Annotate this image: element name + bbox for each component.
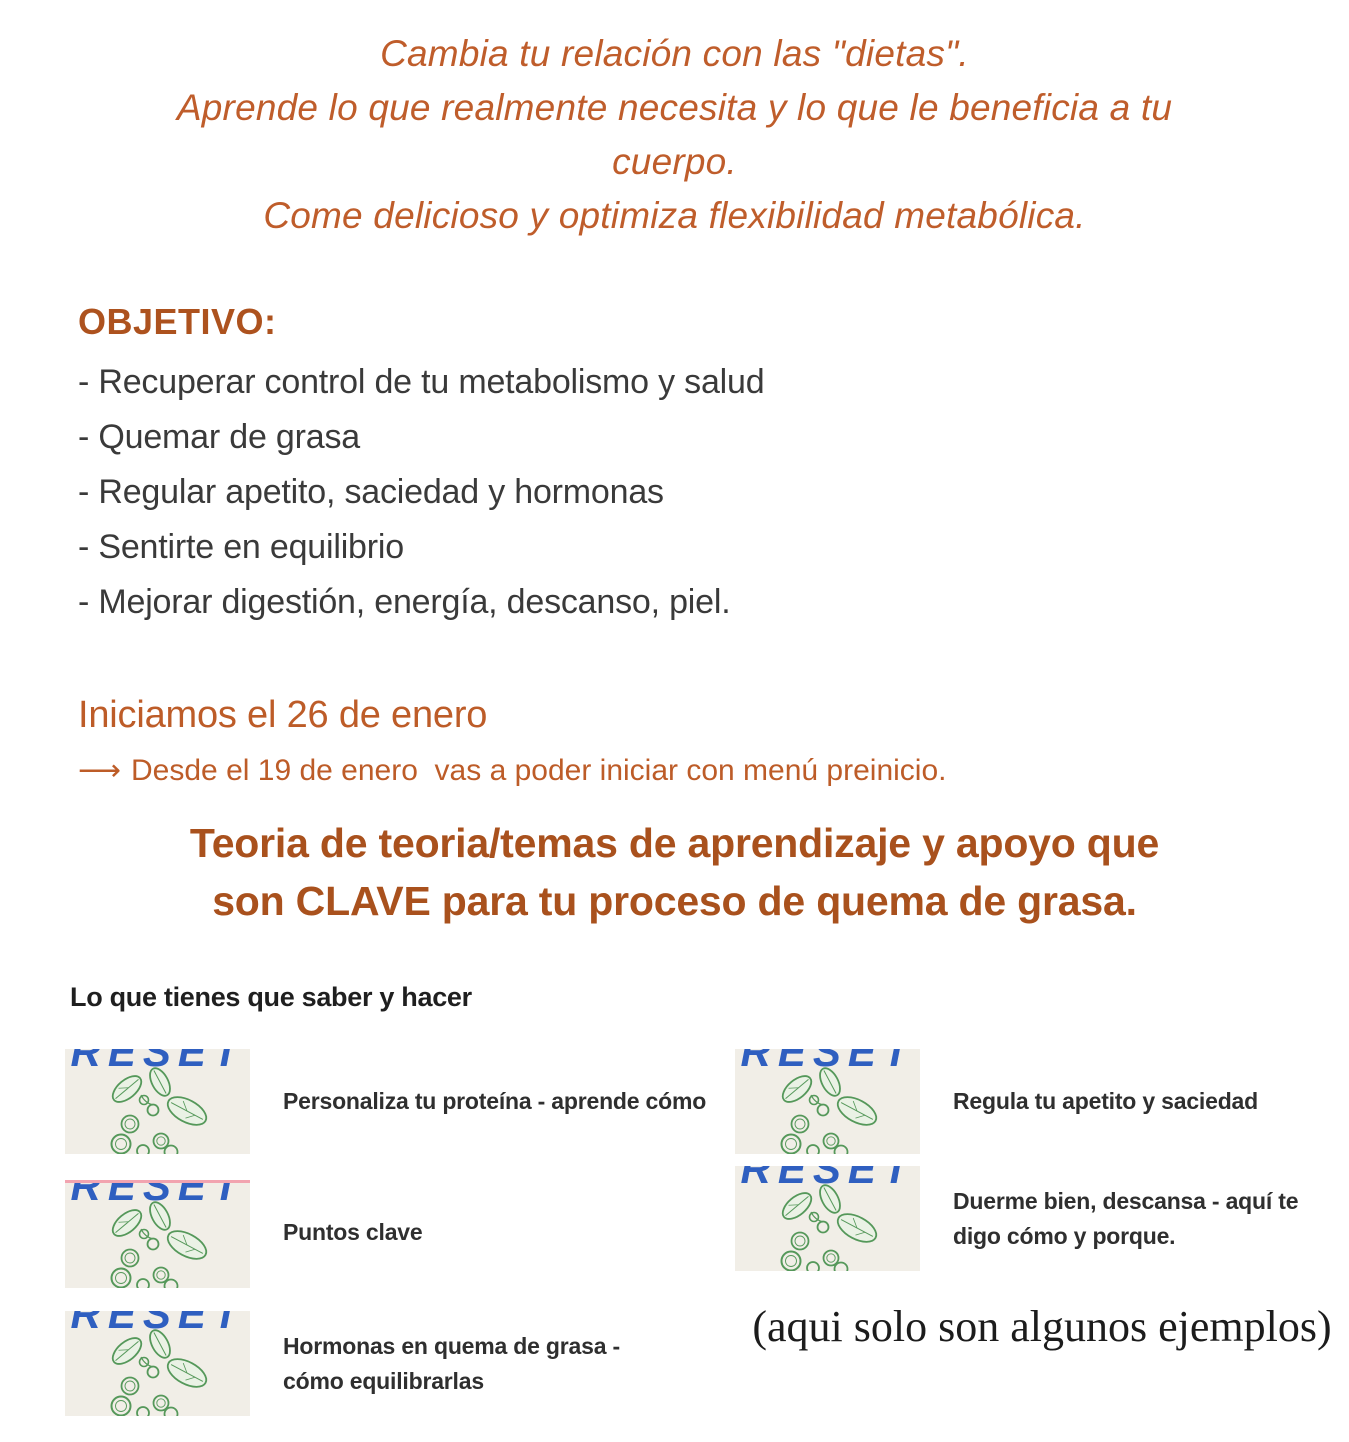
objetivo-item: - Quemar de grasa (78, 418, 360, 456)
grid-item (65, 1049, 735, 1154)
grid-item-label: Hormonas en quema de grasa - cómo equilibrarlas (283, 1332, 620, 1394)
grid-item-label: Duerme bien, descansa - aquí te digo cómo y porque. (953, 1187, 1299, 1249)
start-note-text: Desde el 19 de enero vas a poder iniciar con menú preinicio. (131, 754, 947, 787)
grid-column-left (65, 1049, 735, 1442)
start-section (0, 694, 1349, 788)
grid-item (65, 1311, 735, 1416)
objetivo-title: OBJETIVO: (78, 301, 277, 342)
theory-heading-line: son CLAVE para tu proceso de quema de grasa. (212, 878, 1137, 924)
intro-line: cuerpo. (612, 141, 737, 182)
objetivo-item: - Sentirte en equilibrio (78, 528, 404, 566)
grid-item-label: Personaliza tu proteína - aprende cómo (283, 1088, 707, 1114)
reset-logo-icon (65, 1180, 250, 1285)
objetivo-item: - Regular apetito, saciedad y hormonas (78, 473, 664, 511)
reset-logo-icon (65, 1311, 250, 1416)
section-subtitle: Lo que tienes que saber y hacer (70, 982, 472, 1012)
start-date-heading: Iniciamos el 26 de enero (78, 694, 488, 736)
intro-line: Come delicioso y optimiza flexibilidad metabólica. (263, 195, 1086, 236)
grid-item (735, 1166, 1349, 1271)
reset-logo-icon (65, 1049, 250, 1154)
intro-line: Cambia tu relación con las "dietas". (380, 33, 969, 74)
start-note (78, 753, 1349, 788)
intro-paragraph (0, 0, 1349, 243)
grid-item (65, 1180, 735, 1285)
objetivo-item: - Mejorar digestión, energía, descanso, piel. (78, 583, 731, 621)
grid-item-label: Puntos clave (283, 1219, 423, 1245)
topics-grid (0, 1049, 1349, 1442)
grid-item-label: Regula tu apetito y saciedad (953, 1088, 1258, 1114)
theory-heading (0, 814, 1349, 930)
reset-logo-icon (735, 1166, 920, 1271)
arrow-right-icon: ⟶ (78, 754, 122, 787)
objetivo-section (0, 301, 1349, 630)
objetivo-item: - Recuperar control de tu metabolismo y salud (78, 363, 765, 401)
reset-logo-icon (735, 1049, 920, 1154)
grid-item (735, 1049, 1349, 1154)
theory-heading-line: Teoria de teoria/temas de aprendizaje y apoyo que (189, 820, 1160, 866)
examples-note: (aqui solo son algunos ejemplos) (752, 1302, 1332, 1351)
grid-column-right (735, 1049, 1349, 1442)
intro-line: Aprende lo que realmente necesita y lo que le beneficia a tu (176, 87, 1173, 128)
